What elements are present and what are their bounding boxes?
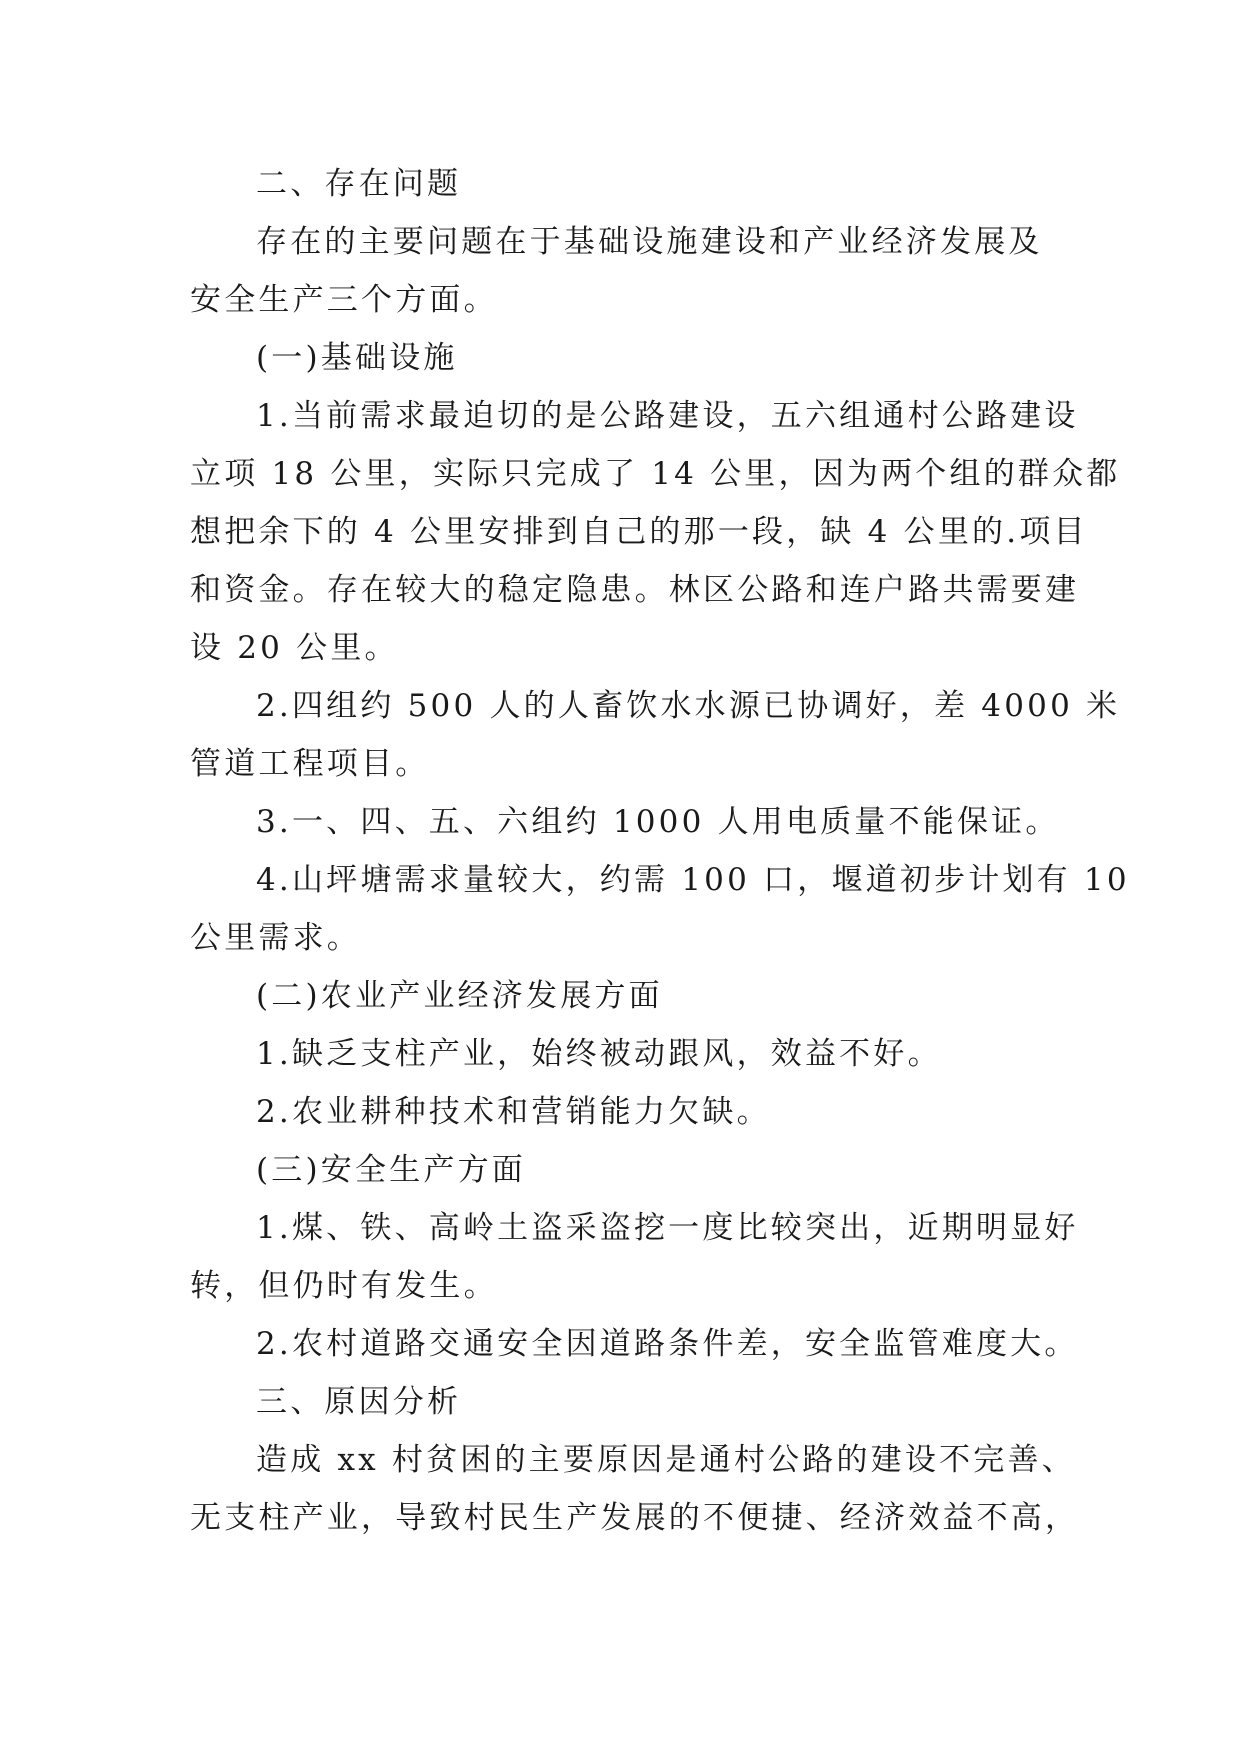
heading-problems: 二、存在问题 bbox=[256, 166, 462, 202]
heading-cause-analysis: 三、原因分析 bbox=[256, 1384, 462, 1420]
paragraph-line: 设 20 公里。 bbox=[190, 630, 399, 666]
paragraph-line: 公里需求。 bbox=[190, 920, 361, 956]
subheading-infrastructure: (一)基础设施 bbox=[256, 340, 458, 376]
paragraph-line: 2.四组约 500 人的人畜饮水水源已协调好，差 4000 米 bbox=[256, 688, 1121, 724]
paragraph-line: 造成 xx 村贫困的主要原因是通村公路的建设不完善、 bbox=[256, 1442, 1076, 1478]
paragraph-line: 管道工程项目。 bbox=[190, 746, 430, 782]
paragraph-line: 和资金。存在较大的稳定隐患。林区公路和连户路共需要建 bbox=[190, 572, 1080, 608]
subheading-safety: (三)安全生产方面 bbox=[256, 1152, 526, 1188]
paragraph-line: 2.农业耕种技术和营销能力欠缺。 bbox=[256, 1094, 771, 1130]
paragraph-line: 4.山坪塘需求量较大，约需 100 口，堰道初步计划有 10 bbox=[256, 862, 1130, 898]
subheading-agriculture: (二)农业产业经济发展方面 bbox=[256, 978, 663, 1014]
paragraph-line: 想把余下的 4 公里安排到自己的那一段，缺 4 公里的.项目 bbox=[190, 514, 1088, 550]
paragraph-line: 转，但仍时有发生。 bbox=[190, 1268, 498, 1304]
paragraph-line: 立项 18 公里，实际只完成了 14 公里，因为两个组的群众都 bbox=[190, 456, 1121, 492]
paragraph-line: 1.当前需求最迫切的是公路建设，五六组通村公路建设 bbox=[256, 398, 1079, 434]
paragraph-line: 1.煤、铁、高岭土盗采盗挖一度比较突出，近期明显好 bbox=[256, 1210, 1079, 1246]
paragraph-line: 存在的主要问题在于基础设施建设和产业经济发展及 bbox=[256, 224, 1043, 260]
paragraph-line: 3.一、四、五、六组约 1000 人用电质量不能保证。 bbox=[256, 804, 1060, 840]
paragraph-line: 无支柱产业，导致村民生产发展的不便捷、经济效益不高， bbox=[190, 1500, 1080, 1536]
paragraph-line: 1.缺乏支柱产业，始终被动跟风，效益不好。 bbox=[256, 1036, 942, 1072]
document-body bbox=[190, 155, 1130, 1547]
paragraph-line: 2.农村道路交通安全因道路条件差，安全监管难度大。 bbox=[256, 1326, 1079, 1362]
paragraph-line: 安全生产三个方面。 bbox=[190, 282, 498, 318]
